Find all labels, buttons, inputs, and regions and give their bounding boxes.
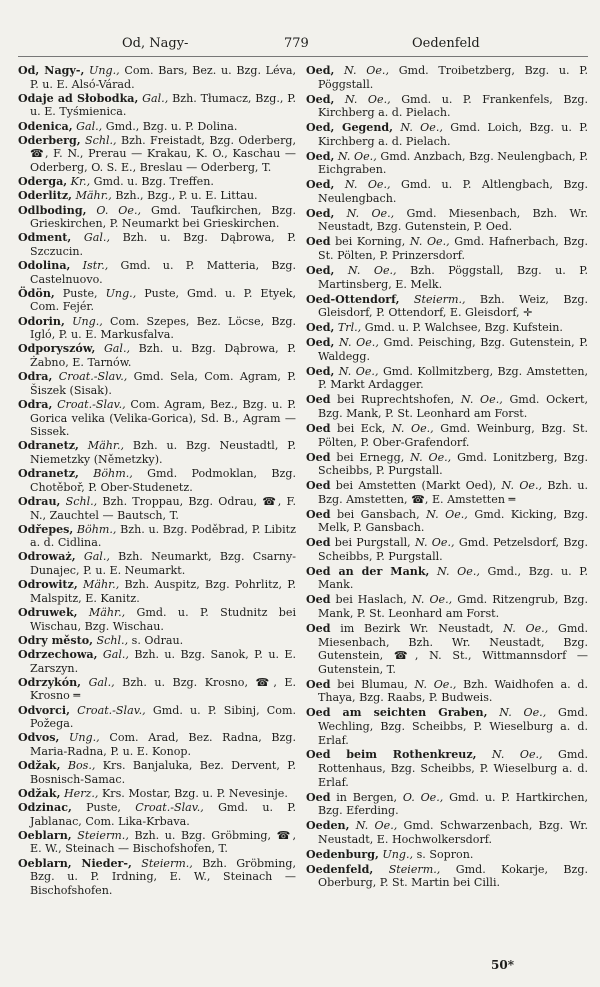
entry-text: Gmd. u. P. Walchsee, Bzg. Kufstein.	[364, 321, 563, 335]
entry-region: Trl.,	[337, 321, 362, 335]
gazetteer-entry	[18, 676, 296, 703]
gazetteer-entry	[18, 606, 296, 633]
gazetteer-entry	[18, 523, 296, 550]
entry-title: Oderlitz,	[18, 189, 73, 203]
entry-text: Gmd. Hafnerbach, Bzg. St. Pölten, P. Prinzersdorf.	[318, 235, 589, 263]
entry-text: Com. Bars, Bez. u. Bzg. Léva, P. u. E. Alsó-Várad.	[30, 64, 296, 91]
entry-title: Oed,	[306, 321, 335, 335]
gazetteer-entry	[18, 189, 296, 203]
entry-qualifier: Puste,	[86, 801, 121, 815]
entry-region: N. Oe.,	[411, 593, 453, 607]
entry-qualifier: im Bezirk Wr. Neustadt,	[340, 621, 494, 635]
entry-qualifier: bei Blumau,	[337, 677, 408, 691]
gazetteer-entry	[306, 622, 588, 676]
entry-region: Gal.,	[103, 342, 131, 356]
entry-title: Oed,	[306, 264, 335, 278]
gazetteer-entry	[306, 64, 588, 91]
entry-qualifier: in Bergen,	[336, 790, 398, 804]
gazetteer-entry	[306, 336, 588, 363]
entry-region: Croat.-Slav.,	[77, 703, 146, 717]
gazetteer-entry	[306, 819, 588, 846]
entry-region: Ung.,	[105, 286, 137, 300]
entry-region: N. Oe.,	[414, 536, 455, 550]
entry-title: Odvos,	[18, 731, 60, 745]
entry-title: Odranetz,	[18, 439, 79, 453]
entry-title: Oed, Gegend,	[306, 121, 394, 135]
entry-title: Odra,	[18, 370, 53, 384]
entry-title: Oed,	[306, 206, 335, 220]
entry-region: Herz.,	[64, 786, 99, 800]
entry-title: Oedenfeld,	[306, 862, 374, 876]
entry-region: N. Oe.,	[391, 421, 434, 435]
gazetteer-entry	[306, 593, 588, 620]
entry-region: Böhm.,	[76, 522, 117, 536]
entry-text: Bzh. Freistadt, Bzg. Oderberg, ☎, F. N., Prerau — Krakau, K. O., Kaschau — Oderberg, O. S. E., Breslau — Oderberg, T.	[30, 133, 297, 174]
entry-region: N. Oe.,	[437, 564, 480, 578]
entry-region: Kr.,	[70, 175, 91, 189]
entry-text: Gmd. u. P. Hartkirchen, Bzg. Eferding.	[318, 790, 588, 818]
entry-title: Oderberg,	[18, 133, 81, 147]
entry-title: Oed	[306, 536, 331, 550]
entry-title: Oed,	[306, 336, 335, 350]
gazetteer-entry	[18, 495, 296, 522]
entry-title: Odment,	[18, 231, 72, 245]
entry-text: Gmd. Troibetzberg, Bzg. u. P. Pöggstall.	[318, 64, 589, 91]
entry-title: Oed	[306, 235, 331, 249]
entry-region: Gal.,	[88, 675, 115, 689]
gazetteer-entry	[306, 565, 588, 592]
entry-text: Gmd. u. Bzg. Treffen.	[93, 175, 214, 189]
gazetteer-entry	[306, 678, 588, 705]
entry-text: Bzh. u. Bzg. Poděbrad, P. Libitz a. d. Cidlina.	[30, 522, 296, 550]
entry-text: Bzh. u. Bzg. Krosno, ☎, E. Krosno ═	[30, 675, 297, 703]
entry-region: Mähr.,	[82, 578, 120, 592]
entry-region: Mähr.,	[75, 189, 112, 203]
gazetteer-entry	[306, 293, 588, 320]
entry-title: Oed	[306, 677, 331, 691]
entry-title: Oed	[306, 479, 331, 493]
entry-region: N. Oe.,	[347, 264, 397, 278]
entry-text: s. Sopron.	[416, 847, 474, 861]
header-left-keyword: Od, Nagy-	[122, 36, 189, 51]
entry-title: Oedenburg,	[306, 847, 379, 861]
entry-region: N. Oe.,	[501, 479, 543, 493]
entry-qualifier: bei Haslach,	[335, 593, 407, 607]
entry-region: Gal.,	[142, 91, 169, 105]
entry-region: N. Oe.,	[499, 706, 547, 720]
entry-text: Gmd. Rottenhaus, Bzg. Scheibbs, P. Wieselburg a. d. Erlaf.	[318, 748, 589, 789]
gazetteer-entry	[306, 365, 588, 392]
gazetteer-entry	[306, 93, 588, 120]
entry-text: Gmd. u. P. Matteria, Bzg. Castelnuovo.	[30, 259, 297, 286]
entry-region: Mähr.,	[87, 439, 125, 453]
gazetteer-entry	[306, 508, 588, 535]
entry-region: Schl.,	[65, 494, 98, 508]
entry-text: Gmd. Sela, Com. Agram, P. Šiszek (Sisak).	[30, 370, 297, 397]
entry-text: Gmd. Podmoklan, Bzg. Chotěboř, P. Ober-Studenetz.	[30, 467, 296, 494]
gazetteer-entry	[18, 787, 296, 801]
entry-region: Böhm.,	[93, 467, 133, 481]
entry-title: Oed-Ottendorf,	[306, 292, 400, 306]
entry-title: Odřepes,	[18, 522, 74, 536]
entry-qualifier: Puste,	[62, 286, 98, 300]
gazetteer-entry	[18, 634, 296, 648]
entry-region: Gal.,	[83, 550, 110, 564]
entry-region: N. Oe.,	[344, 64, 389, 77]
entry-region: Schl.,	[96, 633, 129, 647]
gazetteer-entry	[306, 235, 588, 262]
entry-text: Puste, Gmd. u. P. Etyek, Com. Fejér.	[30, 286, 297, 314]
entry-title: Odroważ,	[18, 550, 76, 564]
gazetteer-entry	[306, 178, 588, 205]
entry-title: Oed,	[306, 92, 335, 106]
entry-region: Steierm.,	[141, 856, 193, 870]
gazetteer-entry	[18, 550, 296, 577]
gazetteer-entry	[306, 393, 588, 420]
entry-text: Gmd. Ritzengrub, Bzg. Mank, P. St. Leonhard am Forst.	[318, 593, 589, 620]
entry-title: Oeblarn,	[18, 828, 72, 842]
entry-region: Istr.,	[82, 259, 109, 273]
left-column	[18, 64, 296, 898]
entry-qualifier: bei Ruprechtshofen,	[337, 393, 455, 407]
entry-text: Gmd. Petzelsdorf, Bzg. Scheibbs, P. Purgstall.	[318, 536, 588, 563]
gazetteer-entry	[306, 150, 588, 177]
entry-text: Krs. Mostar, Bzg. u. P. Nevesinje.	[101, 786, 288, 800]
entry-region: N. Oe.,	[338, 364, 379, 378]
entry-text: Gmd. u. P. Studnitz bei Wischau, Bzg. Wischau.	[30, 606, 297, 633]
entry-qualifier: bei Korning,	[335, 235, 406, 249]
page-header	[0, 36, 600, 56]
entry-region: Croat.-Slav.,	[57, 397, 126, 411]
gazetteer-entry	[18, 467, 296, 494]
entry-text: Bzh. Neumarkt, Bzg. Csarny-Dunajec, P. u. E. Neumarkt.	[30, 550, 296, 578]
entry-title: Ödön,	[18, 286, 55, 300]
entry-text: Bzh. u. Bzg. Sanok, P. u. E. Zarszyn.	[30, 648, 297, 675]
entry-region: Gal.,	[76, 119, 103, 133]
entry-title: Odrzykón,	[18, 675, 82, 689]
entry-title: Odolina,	[18, 259, 71, 273]
entry-title: Odrau,	[18, 494, 61, 508]
entry-title: Oed am seichten Graben,	[306, 706, 488, 720]
entry-region: N. Oe.,	[414, 677, 457, 691]
entry-title: Odranetz,	[18, 467, 79, 481]
entry-text: s. Odrau.	[131, 633, 184, 647]
entry-region: Steierm.,	[77, 828, 129, 842]
entry-region: Croat.-Slav.,	[135, 801, 204, 815]
entry-title: Oed,	[306, 149, 335, 163]
entry-title: Oed	[306, 593, 331, 607]
entry-qualifier: bei Ernegg,	[336, 450, 405, 464]
entry-text: Gmd. Weinburg, Bzg. St. Pölten, P. Ober-Grafendorf.	[318, 421, 589, 449]
entry-region: N. Oe.,	[503, 621, 549, 635]
gazetteer-entry	[18, 92, 296, 119]
entry-region: Croat.-Slav.,	[58, 370, 128, 384]
entry-title: Odaje ad Słobodka,	[18, 91, 139, 105]
entry-region: O. Oe.,	[402, 790, 444, 804]
entry-title: Odžak,	[18, 786, 61, 800]
gazetteer-entry	[18, 315, 296, 342]
entry-text: Bzh. u. Bzg. Amstetten, ☎, E. Amstetten ═	[318, 479, 589, 506]
entry-text: Gmd., Bzg. u. P. Dolina.	[105, 119, 238, 133]
entry-title: Odrowitz,	[18, 578, 78, 592]
entry-text: Bzh. u. Bzg. Neustadtl, P. Niemetzky (Němetzky).	[30, 439, 296, 466]
entry-title: Odry město,	[18, 633, 94, 647]
entry-region: N. Oe.,	[355, 819, 398, 833]
gazetteer-entry	[18, 648, 296, 675]
header-rule	[18, 56, 588, 57]
gazetteer-entry	[306, 863, 588, 890]
entry-text: Gmd. Kokarje, Bzg. Oberburg, P. St. Martin bei Cilli.	[318, 862, 588, 890]
entry-title: Od, Nagy-,	[18, 64, 85, 77]
gazetteer-entry	[18, 801, 296, 828]
entry-region: Bos.,	[67, 759, 96, 773]
gazetteer-entry	[18, 759, 296, 786]
entry-region: O. Oe.,	[96, 203, 142, 217]
entry-title: Oed an der Mank,	[306, 564, 430, 578]
gazetteer-entry	[18, 175, 296, 189]
gazetteer-entry	[306, 451, 588, 478]
entry-text: Bzh. Weiz, Bzg. Gleisdorf, P. Ottendorf, E. Gleisdorf, ✛	[318, 292, 588, 320]
entry-text: Com. Szepes, Bez. Löcse, Bzg. Igló, P. u. E. Markusfalva.	[30, 314, 296, 342]
gazetteer-entry	[18, 120, 296, 134]
right-column	[306, 64, 588, 891]
entry-text: Gmd. Miesenbach, Bzh. Wr. Neustadt, Bzg. Gutenstein, ☎, N. St., Wittmannsdorf — Gutenstein, T.	[318, 621, 588, 676]
entry-text: Gmd. Taufkirchen, Bzg. Grieskirchen, P. Neumarkt bei Grieskirchen.	[30, 203, 297, 231]
entry-text: Bzh. Pöggstall, Bzg. u. P. Martinsberg, E. Melk.	[318, 264, 589, 291]
entry-text: Bzh. u. Bzg. Dąbrowa, P. Szczucin.	[30, 231, 297, 258]
entry-title: Odrzechowa,	[18, 648, 98, 661]
entry-qualifier: bei Eck,	[337, 421, 386, 435]
entry-text: Gmd. Wechling, Bzg. Scheibbs, P. Wieselburg a. d. Erlaf.	[318, 706, 588, 747]
entry-title: Odporyszów,	[18, 342, 96, 356]
gazetteer-entry	[18, 342, 296, 369]
gazetteer-entry	[306, 479, 588, 506]
header-right-keyword: Oedenfeld	[412, 36, 480, 51]
gazetteer-entry	[18, 829, 296, 856]
entry-region: N. Oe.,	[338, 336, 379, 350]
entry-text: Bzh., Bzg., P. u. E. Littau.	[115, 189, 258, 203]
entry-text: Gmd. Loich, Bzg. u. P. Kirchberg a. d. Pielach.	[318, 121, 588, 148]
gazetteer-entry	[306, 848, 588, 862]
gazetteer-entry	[18, 64, 296, 91]
entry-title: Odvorci,	[18, 703, 70, 717]
entry-title: Odra,	[18, 397, 53, 411]
entry-title: Oeden,	[306, 819, 350, 833]
gazetteer-entry	[306, 321, 588, 335]
entry-title: Oed beim Rothenkreuz,	[306, 748, 477, 762]
entry-region: Steierm.,	[388, 862, 441, 876]
gazetteer-entry	[18, 259, 296, 286]
entry-text: Gmd. Kicking, Bzg. Melk, P. Gansbach.	[318, 507, 589, 535]
entry-text: Gmd. u. P. Frankenfels, Bzg. Kirchberg a. d. Pielach.	[318, 92, 588, 120]
gazetteer-entry	[18, 398, 296, 439]
gazetteer-entry	[306, 121, 588, 148]
entry-title: Oed,	[306, 178, 335, 192]
gazetteer-entry	[306, 706, 588, 747]
entry-title: Oderga,	[18, 175, 68, 189]
entry-title: Oed	[306, 507, 331, 521]
entry-qualifier: bei Amstetten (Markt Oed),	[335, 479, 497, 493]
entry-region: N. Oe.,	[400, 121, 443, 135]
entry-title: Oed,	[306, 64, 335, 77]
page-number: 779	[284, 36, 309, 51]
entry-region: N. Oe.,	[426, 507, 468, 521]
gazetteer-entry	[18, 134, 296, 175]
entry-title: Oed,	[306, 364, 335, 378]
entry-region: Ung.,	[69, 731, 100, 745]
entry-text: Gmd. Anzbach, Bzg. Neulengbach, P. Eichgraben.	[318, 149, 588, 177]
gazetteer-entry	[18, 731, 296, 758]
entry-region: Steierm.,	[413, 292, 466, 306]
entry-title: Odžak,	[18, 759, 61, 773]
entry-region: N. Oe.,	[409, 235, 450, 249]
entry-text: Gmd. Peisching, Bzg. Gutenstein, P. Waldegg.	[318, 336, 588, 363]
entry-text: Gmd. u. P. Jablanac, Com. Lika-Krbava.	[30, 801, 297, 828]
entry-region: Gal.,	[102, 648, 129, 661]
entry-region: N. Oe.,	[337, 149, 377, 163]
gazetteer-entry	[306, 264, 588, 291]
entry-region: Ung.,	[89, 64, 120, 77]
entry-title: Odlboding,	[18, 203, 87, 217]
entry-title: Oeblarn, Nieder-,	[18, 856, 132, 870]
entry-region: Mähr.,	[88, 606, 126, 620]
entry-text: Bzh. u. Bzg. Gröbming, ☎, E. W., Steinach — Bischofshofen, T.	[30, 828, 296, 856]
signature-mark: 50*	[491, 958, 514, 972]
entry-qualifier: bei Purgstall,	[334, 536, 411, 550]
entry-text: Com. Arad, Bez. Radna, Bzg. Maria-Radna, P. u. E. Konop.	[30, 731, 297, 758]
entry-region: N. Oe.,	[491, 748, 543, 762]
entry-region: N. Oe.,	[410, 450, 452, 464]
entry-region: N. Oe.,	[344, 178, 391, 192]
entry-title: Oed	[306, 621, 331, 635]
gazetteer-entry	[18, 370, 296, 397]
entry-title: Odorin,	[18, 314, 65, 328]
entry-text: Bzh. Tłumacz, Bzg., P. u. E. Tyśmienica.	[30, 91, 297, 119]
gazetteer-entry	[306, 536, 588, 563]
entry-qualifier: bei Gansbach,	[336, 507, 420, 521]
entry-region: N. Oe.,	[344, 92, 391, 106]
entry-text: Bzh. Waidhofen a. d. Thaya, Bzg. Raabs, P. Budweis.	[318, 677, 588, 705]
entry-text: Gmd. Ockert, Bzg. Mank, P. St. Leonhard am Forst.	[318, 393, 588, 420]
entry-title: Odenica,	[18, 119, 73, 133]
gazetteer-entry	[306, 207, 588, 234]
entry-text: Com. Agram, Bez., Bzg. u. P. Gorica velika (Velika-Gorica), Sd. B., Agram — Sissek.	[30, 397, 296, 439]
entry-text: Krs. Banjaluka, Bez. Dervent, P. Bosnisch-Samac.	[30, 759, 296, 786]
entry-title: Oed	[306, 393, 331, 407]
entry-region: N. Oe.,	[346, 206, 395, 220]
gazetteer-entry	[18, 231, 296, 258]
entry-text: Bzh. Troppau, Bzg. Odrau, ☎, F. N., Zauchtel — Bautsch, T.	[30, 494, 297, 522]
entry-region: Schl.,	[85, 133, 117, 147]
entry-text: Bzh. Gröbming, Bzg. u. P. Irdning, E. W., Steinach — Bischofshofen.	[30, 856, 296, 897]
gazetteer-entry	[18, 287, 296, 314]
gazetteer-entry	[18, 204, 296, 231]
entry-title: Odruwek,	[18, 606, 78, 620]
gazetteer-entry	[18, 439, 296, 466]
entry-region: Ung.,	[382, 847, 414, 861]
entry-title: Odzinac,	[18, 801, 72, 815]
gazetteer-entry	[306, 748, 588, 789]
entry-text: Bzh. u. Bzg. Dąbrowa, P. Żabno, E. Tarnów.	[30, 342, 296, 369]
gazetteer-entry	[18, 578, 296, 605]
entry-text: Gmd. Miesenbach, Bzh. Wr. Neustadt, Bzg. Gutenstein, P. Oed.	[318, 206, 589, 234]
entry-text: Bzh. Auspitz, Bzg. Pohrlitz, P. Malspitz, E. Kanitz.	[30, 578, 296, 605]
entry-region: Gal.,	[83, 231, 110, 245]
entry-text: Gmd. Kollmitzberg, Bzg. Amstetten, P. Markt Ardagger.	[318, 364, 589, 392]
entry-title: Oed	[306, 450, 331, 464]
entry-region: Ung.,	[72, 314, 103, 328]
gazetteer-entry	[306, 791, 588, 818]
entry-text: Gmd., Bzg. u. P. Mank.	[318, 564, 589, 592]
gazetteer-entry	[306, 422, 588, 449]
entry-text: Gmd. u. P. Altlengbach, Bzg. Neulengbach.	[318, 178, 588, 205]
entry-title: Oed	[306, 421, 331, 435]
entry-text: Gmd. u. P. Sibinj, Com. Požega.	[30, 703, 296, 731]
entry-title: Oed	[306, 790, 331, 804]
entry-text: Gmd. Lonitzberg, Bzg. Scheibbs, P. Purgstall.	[318, 450, 589, 478]
entry-text: Gmd. Schwarzenbach, Bzg. Wr. Neustadt, E. Hochwolkersdorf.	[318, 819, 589, 846]
entry-region: N. Oe.,	[460, 393, 503, 407]
gazetteer-entry	[18, 704, 296, 731]
gazetteer-entry	[18, 857, 296, 898]
